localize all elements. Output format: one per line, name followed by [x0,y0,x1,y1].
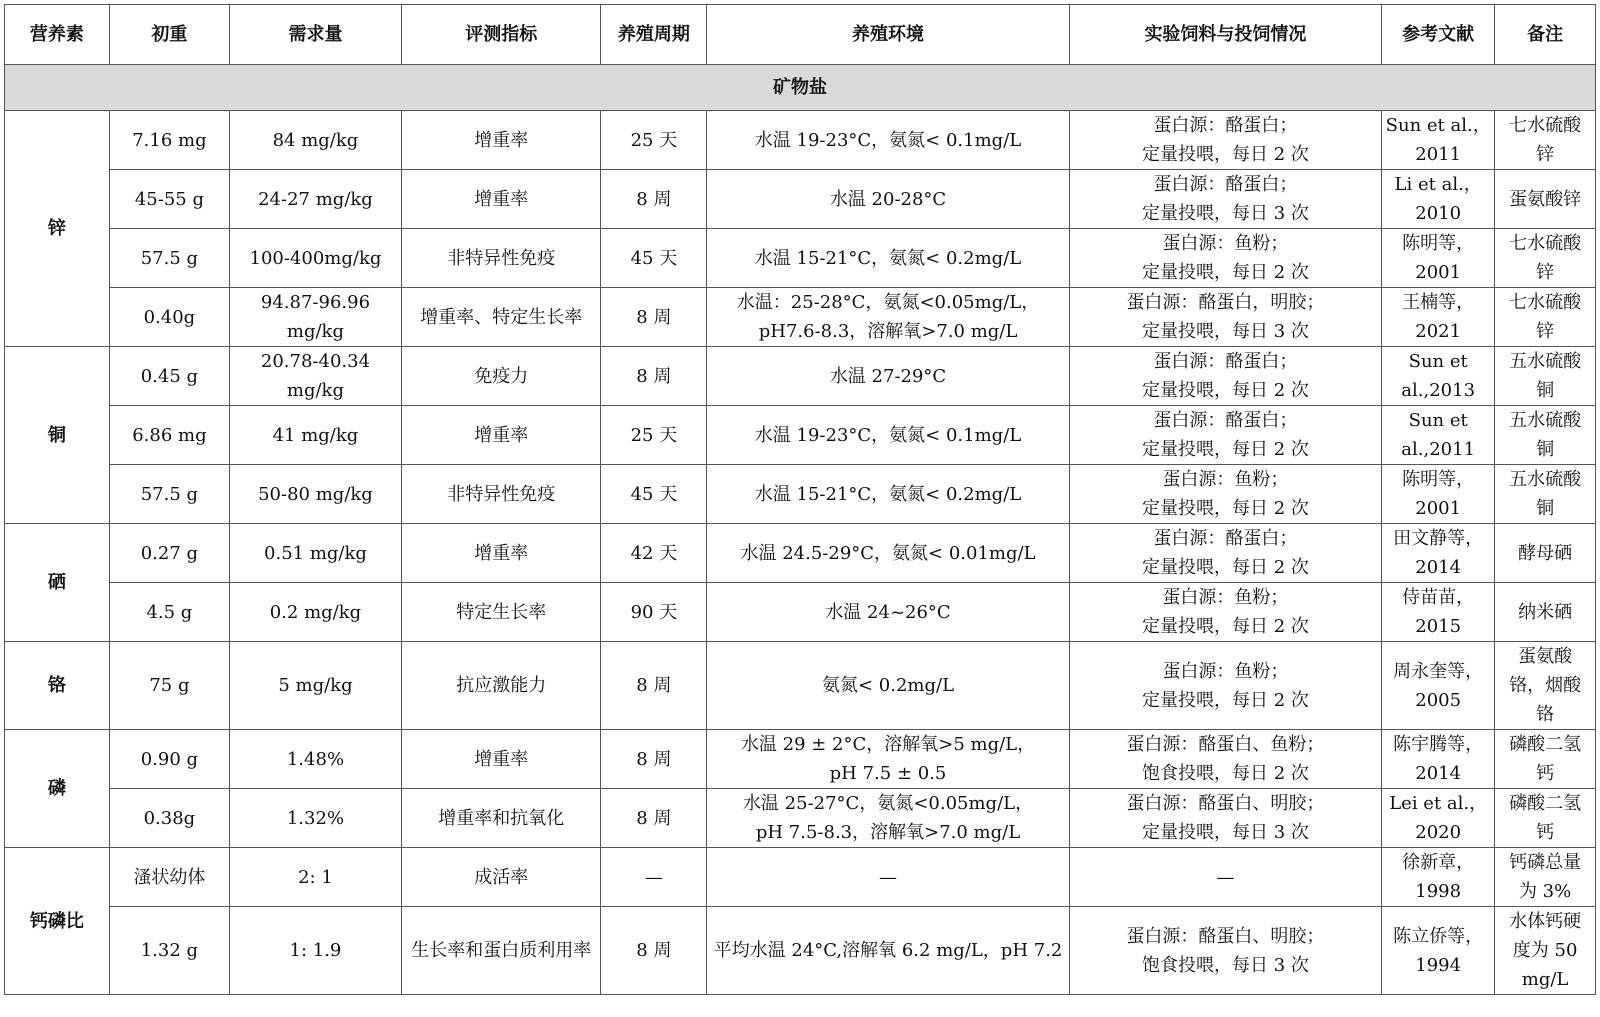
table-row [5,229,1596,288]
indicator-cell: 增重率 [401,524,601,583]
period-cell: — [601,848,707,907]
environment-cell [707,907,1069,995]
feed-cell [1069,730,1381,789]
period-cell: 45 天 [601,229,707,288]
environment-cell [707,170,1069,229]
initial-weight-cell: 0.90 g [109,730,229,789]
reference-cell [1382,907,1495,995]
remark-cell-line: 锌 [1536,321,1555,342]
remark-cell-line: 钙磷总量 [1509,852,1582,873]
requirement-cell: 24-27 mg/kg [229,170,401,229]
feed-cell-line: 定量投喂，每日 2 次 [1141,144,1309,165]
period-cell: 8 周 [601,789,707,848]
remark-cell [1495,347,1596,406]
table-row [5,170,1596,229]
indicator-cell: 增重率 [401,406,601,465]
reference-cell-line: al.,2011 [1401,439,1476,460]
reference-cell [1382,229,1495,288]
remark-cell [1495,583,1596,642]
environment-cell-line: 水温：25-28°C，氨氮<0.05mg/L， [736,292,1040,313]
feed-cell-line: 蛋白源：酪蛋白； [1153,528,1298,549]
reference-cell-line: 陈明等， [1402,233,1475,254]
environment-cell-line: 水温 19-23°C，氨氮< 0.1mg/L [754,424,1022,446]
reference-cell-line: 田文静等， [1393,528,1484,549]
reference-cell-line: 陈明等， [1402,469,1475,490]
indicator-cell: 增重率和抗氧化 [401,789,601,848]
requirement-cell: 1.32% [229,789,401,848]
initial-weight-cell: 4.5 g [109,583,229,642]
reference-cell-line: Lei et al.， [1389,793,1488,814]
period-cell: 25 天 [601,111,707,170]
feed-cell [1069,642,1381,730]
section-title: 矿物盐 [5,65,1596,111]
table-row [5,789,1596,848]
remark-cell [1495,170,1596,229]
reference-cell-line: 2001 [1415,262,1462,283]
indicator-cell: 非特异性免疫 [401,229,601,288]
environment-cell [707,288,1069,347]
remark-cell [1495,848,1596,907]
remark-cell-line: 锌 [1536,262,1555,283]
environment-cell [707,111,1069,170]
requirement-cell: 0.51 mg/kg [229,524,401,583]
feed-cell-line: 蛋白源：酪蛋白； [1153,410,1298,431]
period-cell: 45 天 [601,465,707,524]
feed-cell [1069,170,1381,229]
requirement-cell: 2: 1 [229,848,401,907]
environment-cell-line: 水温 20-28°C [829,188,947,210]
remark-cell [1495,642,1596,730]
reference-cell-line: 陈立侨等， [1393,925,1484,947]
remark-cell [1495,465,1596,524]
indicator-cell: 成活率 [401,848,601,907]
environment-cell-line: — [879,866,898,888]
table-row [5,524,1596,583]
initial-weight-cell: 57.5 g [109,229,229,288]
requirement-cell: 20.78-40.34 mg/kg [229,347,401,406]
feed-cell-line: 蛋白源：酪蛋白、明胶； [1126,793,1325,814]
initial-weight-cell: 75 g [109,642,229,730]
feed-cell-line: 定量投喂，每日 2 次 [1141,439,1309,460]
remark-cell-line: 纳米硒 [1518,601,1573,623]
environment-cell-line: 氨氮< 0.2mg/L [821,675,955,696]
header-requirement: 需求量 [229,5,401,65]
initial-weight-cell: 0.38g [109,789,229,848]
header-nutrient: 营养素 [5,5,110,65]
reference-cell [1382,642,1495,730]
remark-cell-line: mg/L [1521,969,1569,990]
feed-cell-line: 饱食投喂，每日 3 次 [1141,954,1309,976]
feed-cell-line: 蛋白源：酪蛋白、鱼粉； [1126,734,1325,755]
reference-cell-line: 王楠等， [1402,292,1475,313]
remark-cell-line: 蛋氨酸 [1518,646,1573,667]
nutrient-name: 钙磷比 [5,848,110,995]
initial-weight-cell: 溞状幼体 [109,848,229,907]
remark-cell-line: 锌 [1536,144,1555,165]
reference-cell [1382,406,1495,465]
remark-cell-line: 为 3% [1518,881,1572,902]
environment-cell [707,347,1069,406]
environment-cell-line: pH7.6-8.3，溶解氧>7.0 mg/L [758,321,1018,342]
reference-cell-line: 徐新章， [1402,852,1475,873]
environment-cell [707,229,1069,288]
reference-cell-line: 2010 [1415,203,1462,224]
table-row [5,406,1596,465]
remark-cell-line: 铜 [1536,380,1555,401]
reference-cell-line: 周永奎等， [1393,660,1484,682]
remark-cell-line: 五水硫酸 [1509,469,1582,490]
table-row [5,111,1596,170]
reference-cell-line: 2015 [1415,616,1462,637]
reference-cell-line: 2005 [1415,689,1462,711]
remark-cell-line: 钙 [1536,822,1555,843]
reference-cell-line: 1994 [1415,954,1462,976]
remark-cell-line: 五水硫酸 [1509,410,1582,431]
indicator-cell: 增重率 [401,111,601,170]
remark-cell-line: 铬，烟酸 [1509,675,1582,696]
feed-cell [1069,524,1381,583]
table-row [5,848,1596,907]
reference-cell-line: 2001 [1415,498,1462,519]
nutrient-name: 铜 [5,347,110,524]
feed-cell-line: 定量投喂，每日 2 次 [1141,262,1309,283]
remark-cell-line: 水体钙硬 [1509,911,1582,932]
header-remark: 备注 [1495,5,1596,65]
requirement-cell: 84 mg/kg [229,111,401,170]
feed-cell-line: 蛋白源：酪蛋白； [1153,351,1298,372]
feed-cell-line: 蛋白源：鱼粉； [1162,233,1289,254]
feed-cell-line: 饱食投喂，每日 2 次 [1141,763,1309,784]
indicator-cell: 特定生长率 [401,583,601,642]
feed-cell-line: 蛋白源：酪蛋白，明胶； [1126,292,1325,313]
environment-cell [707,406,1069,465]
reference-cell-line: Li et al.， [1394,174,1482,195]
indicator-cell: 生长率和蛋白质利用率 [401,907,601,995]
feed-cell-line: 定量投喂，每日 3 次 [1141,203,1309,224]
reference-cell [1382,170,1495,229]
environment-cell-line: 水温 25-27°C，氨氮<0.05mg/L， [742,793,1034,814]
requirement-cell: 50-80 mg/kg [229,465,401,524]
initial-weight-cell: 57.5 g [109,465,229,524]
feed-cell [1069,288,1381,347]
reference-cell-line: Sun et [1408,351,1468,372]
initial-weight-cell: 0.45 g [109,347,229,406]
requirement-cell: 5 mg/kg [229,642,401,730]
reference-cell [1382,288,1495,347]
environment-cell-line: 水温 27-29°C [829,365,947,387]
indicator-cell: 抗应激能力 [401,642,601,730]
feed-cell-line: 定量投喂，每日 2 次 [1141,498,1309,519]
reference-cell [1382,730,1495,789]
remark-cell-line: 七水硫酸 [1509,233,1582,254]
feed-cell-line: 蛋白源：酪蛋白； [1153,174,1298,195]
period-cell: 25 天 [601,406,707,465]
feed-cell [1069,465,1381,524]
remark-cell-line: 度为 50 [1512,940,1578,961]
environment-cell-line: 平均水温 24°C,溶解氧 6.2 mg/L，pH 7.2 [713,940,1063,961]
remark-cell [1495,907,1596,995]
reference-cell-line: 2020 [1415,822,1462,843]
remark-cell-line: 钙 [1536,763,1555,784]
nutrient-requirement-table [4,4,1596,995]
feed-cell [1069,111,1381,170]
indicator-cell: 增重率 [401,170,601,229]
remark-cell-line: 七水硫酸 [1509,292,1582,313]
remark-cell-line: 磷酸二氢 [1509,734,1582,755]
reference-cell [1382,111,1495,170]
reference-cell-line: 侍苗苗， [1402,587,1475,608]
reference-cell-line: Sun et al.， [1385,115,1491,136]
requirement-cell: 1: 1.9 [229,907,401,995]
remark-cell-line: 铜 [1536,498,1555,519]
environment-cell-line: 水温 15-21°C，氨氮< 0.2mg/L [754,483,1022,505]
environment-cell-line: 水温 24.5-29°C，氨氮< 0.01mg/L [740,542,1036,564]
feed-cell-line: 蛋白源：鱼粉； [1162,469,1289,490]
feed-cell [1069,907,1381,995]
environment-cell-line: 水温 24~26°C [825,601,951,623]
header-culture-environment: 养殖环境 [707,5,1069,65]
initial-weight-cell: 45-55 g [109,170,229,229]
period-cell: 42 天 [601,524,707,583]
remark-cell [1495,524,1596,583]
indicator-cell: 增重率、特定生长率 [401,288,601,347]
indicator-cell: 非特异性免疫 [401,465,601,524]
period-cell: 8 周 [601,642,707,730]
initial-weight-cell: 0.40g [109,288,229,347]
reference-cell [1382,789,1495,848]
environment-cell [707,789,1069,848]
nutrient-name: 铬 [5,642,110,730]
initial-weight-cell: 7.16 mg [109,111,229,170]
feed-cell [1069,583,1381,642]
environment-cell-line: 水温 19-23°C，氨氮< 0.1mg/L [754,129,1022,151]
reference-cell-line: 2014 [1415,763,1462,784]
period-cell: 8 周 [601,288,707,347]
requirement-cell: 100-400mg/kg [229,229,401,288]
environment-cell [707,848,1069,907]
remark-cell-line: 铬 [1536,704,1555,725]
feed-cell [1069,848,1381,907]
feed-cell-line: 定量投喂，每日 2 次 [1141,689,1309,711]
table-row [5,642,1596,730]
reference-cell-line: 1998 [1415,881,1462,902]
environment-cell-line: pH 7.5-8.3，溶解氧>7.0 mg/L [755,822,1021,843]
requirement-cell: 41 mg/kg [229,406,401,465]
period-cell: 8 周 [601,170,707,229]
reference-cell-line: 2011 [1415,144,1462,165]
environment-cell-line: pH 7.5 ± 0.5 [829,763,947,784]
environment-cell [707,730,1069,789]
header-culture-period: 养殖周期 [601,5,707,65]
feed-cell-line: 定量投喂，每日 2 次 [1141,380,1309,401]
header-reference: 参考文献 [1382,5,1495,65]
nutrient-name: 磷 [5,730,110,848]
table-row [5,347,1596,406]
remark-cell-line: 酵母硒 [1518,542,1573,564]
period-cell: 90 天 [601,583,707,642]
reference-cell-line: al.,2013 [1401,380,1476,401]
feed-cell [1069,789,1381,848]
environment-cell-line: 水温 15-21°C，氨氮< 0.2mg/L [754,247,1022,269]
requirement-cell: 1.48% [229,730,401,789]
period-cell: 8 周 [601,730,707,789]
reference-cell [1382,524,1495,583]
environment-cell [707,524,1069,583]
table-row [5,730,1596,789]
period-cell: 8 周 [601,907,707,995]
feed-cell-line: 蛋白源：鱼粉； [1162,660,1289,682]
table-row [5,583,1596,642]
table-row [5,465,1596,524]
reference-cell-line: 2021 [1415,321,1462,342]
feed-cell [1069,347,1381,406]
reference-cell-line: 陈宇腾等， [1393,734,1484,755]
nutrient-name: 硒 [5,524,110,642]
remark-cell-line: 七水硫酸 [1509,115,1582,136]
header-initial-weight: 初重 [109,5,229,65]
feed-cell-line: 蛋白源：鱼粉； [1162,587,1289,608]
feed-cell-line: 定量投喂，每日 2 次 [1141,557,1309,578]
remark-cell [1495,789,1596,848]
reference-cell [1382,583,1495,642]
reference-cell [1382,848,1495,907]
feed-cell-line: 定量投喂，每日 3 次 [1141,822,1309,843]
requirement-cell: 0.2 mg/kg [229,583,401,642]
header-feed: 实验饲料与投饲情况 [1069,5,1381,65]
initial-weight-cell: 0.27 g [109,524,229,583]
reference-cell-line: Sun et [1408,410,1468,431]
feed-cell-line: 蛋白源：酪蛋白、明胶； [1126,925,1325,947]
section-row [5,65,1596,111]
remark-cell [1495,229,1596,288]
remark-cell [1495,288,1596,347]
environment-cell [707,583,1069,642]
environment-cell [707,465,1069,524]
feed-cell [1069,406,1381,465]
environment-cell-line: 水温 29 ± 2°C，溶解氧>5 mg/L， [740,734,1036,755]
feed-cell-line: 蛋白源：酪蛋白； [1153,115,1298,136]
reference-cell [1382,465,1495,524]
nutrient-name: 锌 [5,111,110,347]
indicator-cell: 增重率 [401,730,601,789]
remark-cell [1495,111,1596,170]
reference-cell-line: 2014 [1415,557,1462,578]
remark-cell-line: 铜 [1536,439,1555,460]
remark-cell [1495,730,1596,789]
header-row [5,5,1596,65]
period-cell: 8 周 [601,347,707,406]
initial-weight-cell: 1.32 g [109,907,229,995]
indicator-cell: 免疫力 [401,347,601,406]
initial-weight-cell: 6.86 mg [109,406,229,465]
header-indicator: 评测指标 [401,5,601,65]
feed-cell-line: 定量投喂，每日 2 次 [1141,616,1309,637]
table-row [5,907,1596,995]
feed-cell-line: — [1216,866,1235,888]
reference-cell [1382,347,1495,406]
environment-cell [707,642,1069,730]
remark-cell-line: 蛋氨酸锌 [1509,188,1582,210]
remark-cell-line: 磷酸二氢 [1509,793,1582,814]
remark-cell [1495,406,1596,465]
feed-cell [1069,229,1381,288]
feed-cell-line: 定量投喂，每日 3 次 [1141,321,1309,342]
table-row [5,288,1596,347]
remark-cell-line: 五水硫酸 [1509,351,1582,372]
requirement-cell: 94.87-96.96 mg/kg [229,288,401,347]
